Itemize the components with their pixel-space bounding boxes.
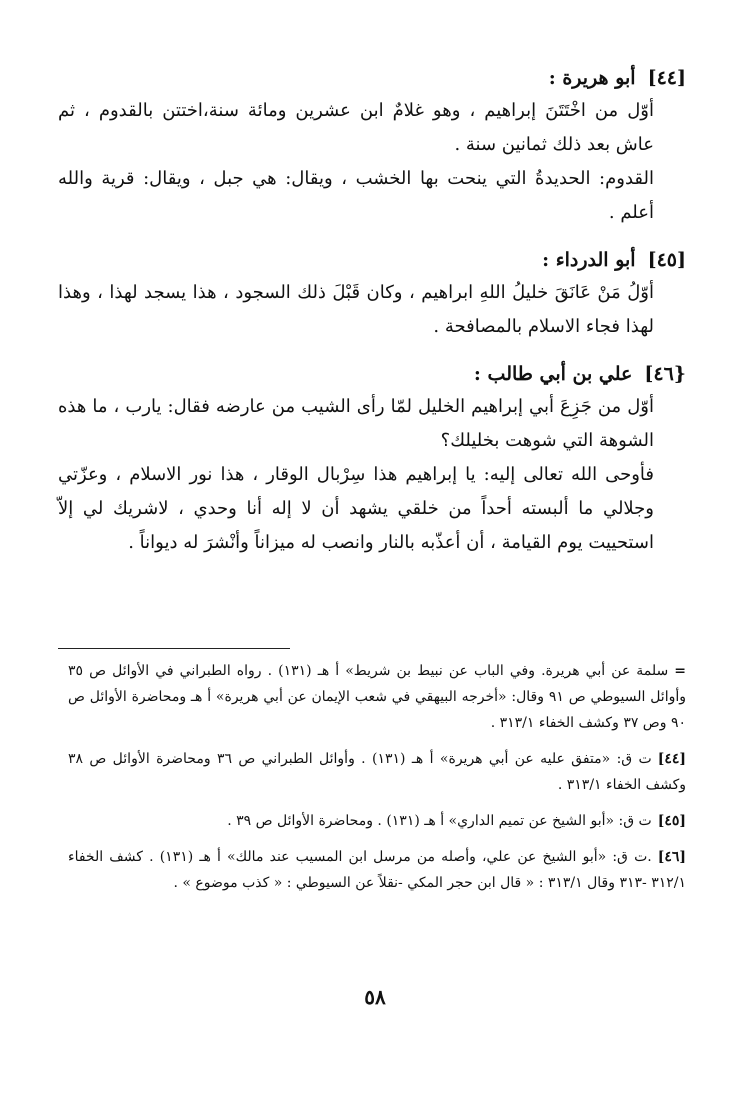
entry-45 <box>58 244 686 344</box>
entry-heading <box>58 244 686 276</box>
entry-paragraph: أوّلُ مَنْ عَانَقَ خليلُ اللهِ ابراهيم ، وكان قَبْلَ ذلك السجود ، هذا يسجد لهذا ، وهذا لهذا فجاء الاسلام بالمصافحة . <box>58 282 654 337</box>
entry-narrator: أبو الدرداء : <box>542 249 636 271</box>
entry-paragraph: فأوحى الله تعالى إليه: يا إبراهيم هذا سِرْبال الوقار ، هذا نور الاسلام ، وعزّتي وجلالي ما ألبسته أحداً من خلقي يشهد أن لا إله أنا وحدي ، لاشريك لي إلاّ استحييت يوم القيامة ، أن أعذّبه بالنار وانصب له ميزاناً وأنْشرَ له ديواناً . <box>58 464 654 553</box>
footnote-text: ت ق: «متفق عليه عن أبي هريرة» أ هـ (١٣١) . وأوائل الطبراني ص ٣٦ ومحاضرة الأوائل ص ٣٨ وكشف الخفاء ٣١٣/١ . <box>68 751 686 793</box>
footnote-text: سلمة عن أبي هريرة. وفي الباب عن نبيط بن شريط» أ هـ (١٣١) . رواه الطبراني في الأوائل ص ٣٥ وأوائل السيوطي ص ٩١ وقال: «أخرجه البيهقي في شعب الإيمان عن أبي هريرة» أ هـ ومحاضرة الأوائل ص ٩٠ وص ٣٧ وكشف الخفاء ٣١٣/١ . <box>68 663 686 731</box>
footnote-number: [٤٤] <box>657 751 686 767</box>
entry-44 <box>58 62 686 230</box>
footnote <box>68 746 686 798</box>
entry-body <box>58 390 654 560</box>
entry-number: {٤٦] <box>644 363 686 385</box>
footnote <box>68 808 686 834</box>
entry-narrator: أبو هريرة : <box>548 67 636 89</box>
entry-number: [٤٥] <box>647 249 686 271</box>
footnote-number: [٤٦] <box>657 849 686 865</box>
page-number: ٥٨ <box>364 985 386 1009</box>
footnote-number: [٤٥] <box>657 813 686 829</box>
footnote-separator <box>58 648 290 649</box>
entry-heading <box>58 62 686 94</box>
entry-number: [٤٤] <box>647 67 686 89</box>
footnote-number: = <box>674 663 686 679</box>
entry-body <box>58 276 654 344</box>
entry-paragraph: أوّل من جَزِعَ أبي إبراهيم الخليل لمّا رأى الشيب من عارضه فقال: يارب ، ما هذه الشوهة التي شوهت بخليلك؟ <box>58 396 654 451</box>
entry-paragraph: القدوم: الحديدةُ التي ينحت بها الخشب ، ويقال: هي جبل ، ويقال: قرية والله أعلم . <box>58 168 654 223</box>
main-text <box>58 62 686 574</box>
footnote-text: .ت ق: «أبو الشيخ عن علي، وأصله من مرسل ابن المسيب عند مالك» أ هـ (١٣١) . كشف الخفاء ٣١٢/١ -٣١٣ وقال ٣١٣/١ : « قال ابن حجر المكي -نقلاً عن السيوطي : « كذب موضوع » . <box>68 849 686 891</box>
footnotes <box>68 658 686 906</box>
footnote <box>68 658 686 736</box>
entry-heading <box>58 358 686 390</box>
entry-paragraph: أوّل من اخْتَتَنَ إبراهيم ، وهو غلامٌ ابن عشرين ومائة سنة،اختتن بالقدوم ، ثم عاش بعد ذلك ثمانين سنة . <box>58 100 654 155</box>
entry-46 <box>58 358 686 560</box>
entry-narrator: علي بن أبي طالب : <box>473 363 633 385</box>
entry-body <box>58 94 654 230</box>
footnote <box>68 844 686 896</box>
footnote-text: ت ق: «أبو الشيخ عن تميم الداري» أ هـ (١٣١) . ومحاضرة الأوائل ص ٣٩ . <box>227 813 652 829</box>
